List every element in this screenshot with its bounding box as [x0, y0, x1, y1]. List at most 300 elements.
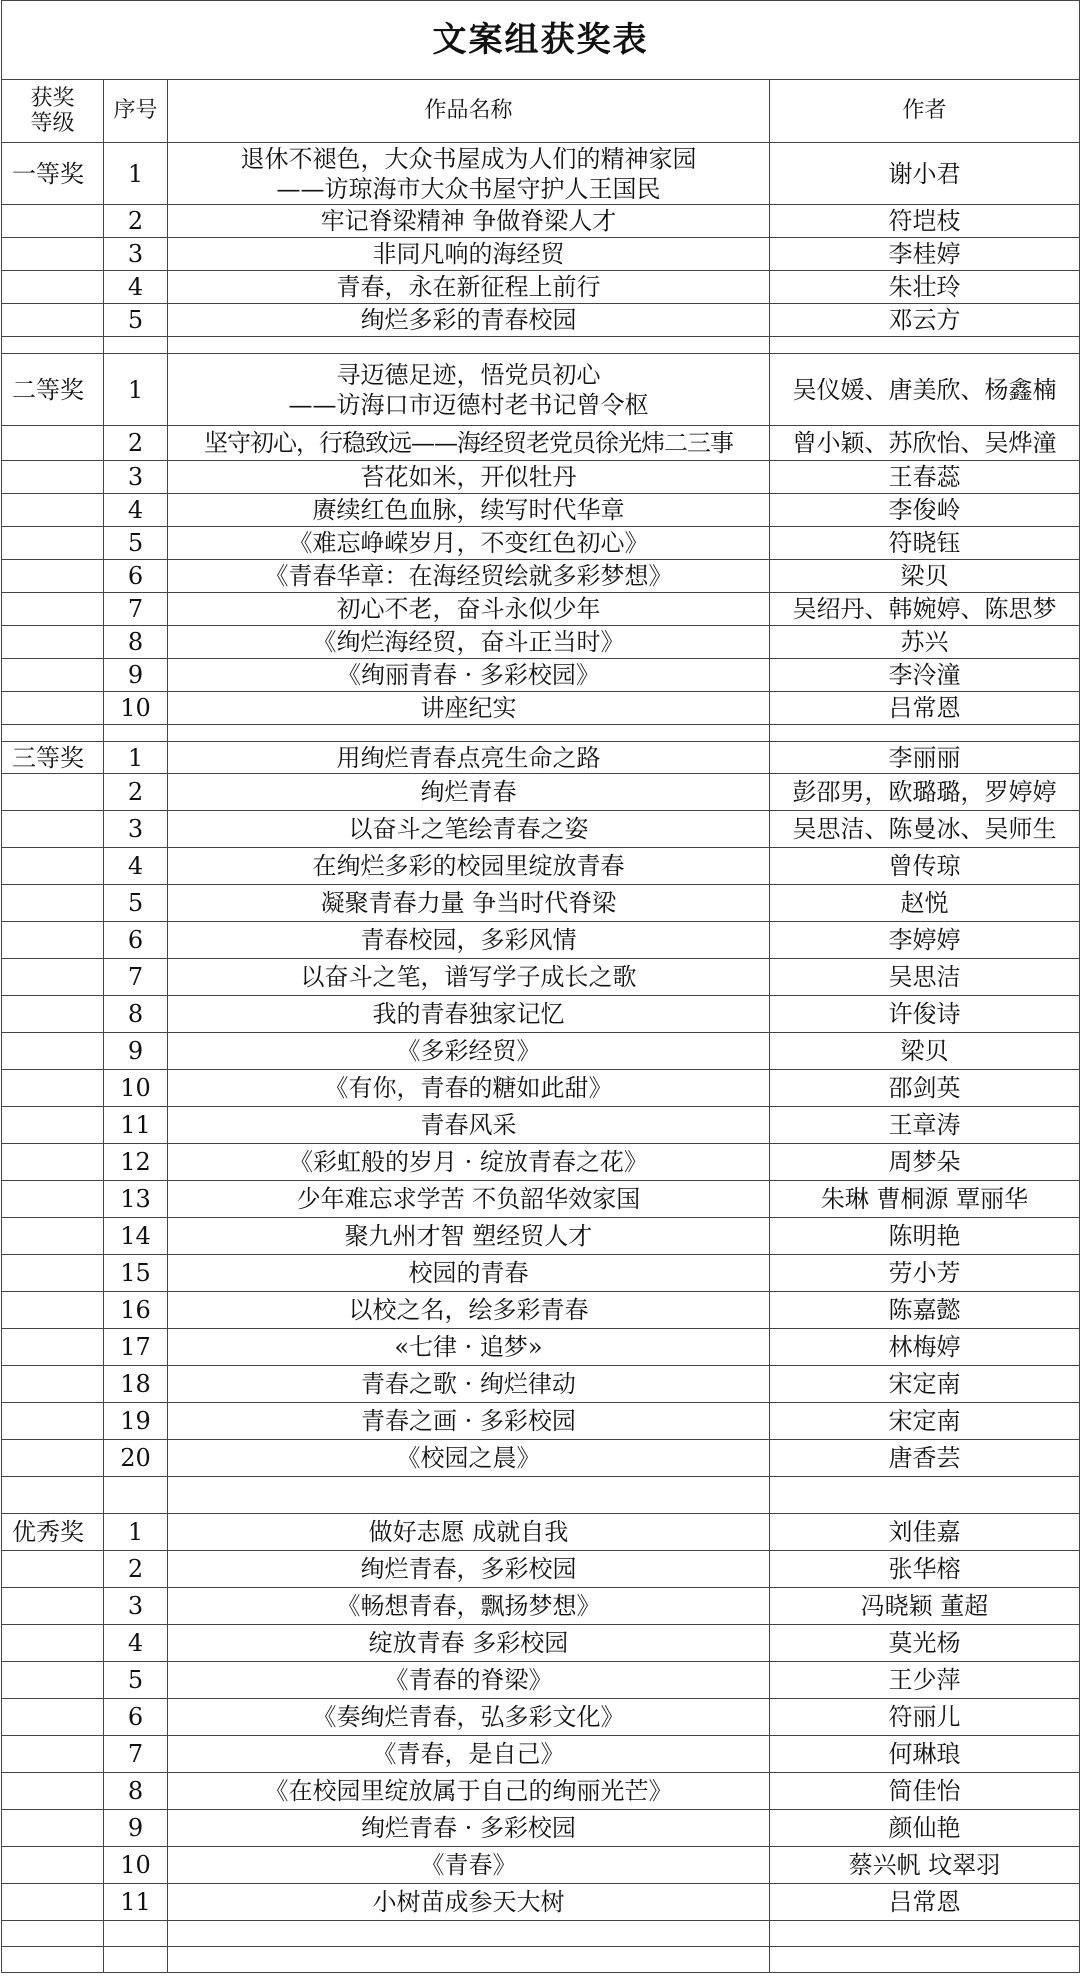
work-title-line: 《校园之晨》: [396, 1444, 541, 1472]
empty-cell: [104, 725, 168, 742]
work-title-cell: [168, 494, 770, 527]
author-cell: 李桂婷: [770, 238, 1080, 271]
award-level-cell: [2, 774, 104, 811]
row-number-cell: 13: [104, 1181, 168, 1218]
table-row: [2, 1662, 1080, 1699]
author-cell: 曾传琼: [770, 848, 1080, 885]
table-row: [2, 774, 1080, 811]
empty-cell: [770, 1921, 1080, 1947]
row-number-cell: 17: [104, 1329, 168, 1366]
row-number-cell: 7: [104, 959, 168, 996]
table-row: [2, 811, 1080, 848]
table-row: [2, 742, 1080, 774]
empty-cell: [104, 337, 168, 354]
row-number-cell: 12: [104, 1144, 168, 1181]
work-title-cell: [168, 1255, 770, 1292]
award-level-cell: [2, 922, 104, 959]
work-title-line: 《青春》: [420, 1851, 517, 1879]
row-number-cell: 11: [104, 1107, 168, 1144]
work-title-line: 绽放青春 多彩校园: [368, 1629, 569, 1657]
row-number-cell: 3: [104, 1588, 168, 1625]
author-cell: 赵悦: [770, 885, 1080, 922]
author-cell: 吴思洁: [770, 959, 1080, 996]
work-title-line: 绚烂多彩的青春校园: [360, 306, 577, 334]
row-number-cell: 5: [104, 885, 168, 922]
work-title-line: 赓续红色血脉，续写时代华章: [312, 496, 625, 524]
header-no: 序号: [104, 80, 168, 143]
table-row: [2, 959, 1080, 996]
work-title-cell: [168, 811, 770, 848]
table-row: [2, 205, 1080, 238]
row-number-cell: 1: [104, 742, 168, 774]
work-title-line: 绚烂青春: [420, 778, 517, 806]
row-number-cell: 1: [104, 354, 168, 426]
row-number-cell: 10: [104, 692, 168, 725]
work-title-line: 非同凡响的海经贸: [372, 240, 565, 268]
row-number-cell: 4: [104, 494, 168, 527]
award-level-cell: [2, 811, 104, 848]
empty-cell: [770, 337, 1080, 354]
award-level-cell: [2, 304, 104, 337]
award-level-cell: [2, 1181, 104, 1218]
author-cell: 吕常恩: [770, 1884, 1080, 1921]
table-row: [2, 1218, 1080, 1255]
award-level-cell: 三等奖: [2, 742, 104, 774]
work-title-cell: [168, 848, 770, 885]
empty-cell: [2, 1947, 104, 1973]
row-number-cell: 8: [104, 996, 168, 1033]
work-title-cell: [168, 1588, 770, 1625]
author-cell: 梁贝: [770, 1033, 1080, 1070]
empty-cell: [770, 1947, 1080, 1973]
table-row: [2, 626, 1080, 659]
author-cell: 李丽丽: [770, 742, 1080, 774]
award-level-cell: [2, 885, 104, 922]
award-level-cell: [2, 1070, 104, 1107]
work-title-cell: [168, 1144, 770, 1181]
author-cell: 邵剑英: [770, 1070, 1080, 1107]
work-title-cell: [168, 1625, 770, 1662]
work-title-line: 《在校园里绽放属于自己的绚丽光芒》: [264, 1777, 673, 1805]
table-row: [2, 848, 1080, 885]
award-level-cell: [2, 1773, 104, 1810]
work-title-cell: [168, 1810, 770, 1847]
award-level-cell: [2, 848, 104, 885]
work-title-cell: [168, 774, 770, 811]
row-number-cell: 5: [104, 527, 168, 560]
award-level-cell: [2, 1403, 104, 1440]
row-number-cell: 8: [104, 1773, 168, 1810]
award-level-cell: [2, 593, 104, 626]
table-row: [2, 143, 1080, 205]
work-title-cell: [168, 271, 770, 304]
table-row: [2, 1403, 1080, 1440]
row-number-cell: 7: [104, 1736, 168, 1773]
author-cell: 邓云方: [770, 304, 1080, 337]
table-row: [2, 1255, 1080, 1292]
author-cell: 曾小颖、苏欣怡、吴烨潼: [770, 426, 1080, 461]
author-cell: 林梅婷: [770, 1329, 1080, 1366]
row-number-cell: 16: [104, 1292, 168, 1329]
table-row: [2, 996, 1080, 1033]
table-row: [2, 922, 1080, 959]
award-level-cell: [2, 1218, 104, 1255]
award-level-cell: 一等奖: [2, 143, 104, 205]
award-table-body: [2, 1, 1080, 1973]
award-level-cell: [2, 1366, 104, 1403]
work-title-line: 绚烂青春 · 多彩校园: [361, 1814, 576, 1842]
work-title-line: 以奋斗之笔绘青春之姿: [348, 815, 589, 843]
table-row: [2, 1773, 1080, 1810]
row-number-cell: 9: [104, 659, 168, 692]
empty-cell: [104, 1947, 168, 1973]
table-row: [2, 659, 1080, 692]
table-row: [2, 1588, 1080, 1625]
work-title-line: 《难忘峥嵘岁月，不变红色初心》: [288, 529, 649, 557]
empty-cell: [2, 337, 104, 354]
row-number-cell: 7: [104, 593, 168, 626]
award-level-cell: [2, 1810, 104, 1847]
empty-cell: [770, 1477, 1080, 1514]
empty-cell: [168, 1921, 770, 1947]
row-number-cell: 15: [104, 1255, 168, 1292]
row-number-cell: 8: [104, 626, 168, 659]
row-number-cell: 1: [104, 1514, 168, 1551]
award-level-cell: [2, 1255, 104, 1292]
empty-cell: [2, 725, 104, 742]
work-title-cell: [168, 1773, 770, 1810]
work-title-line: 我的青春独家记忆: [372, 1000, 565, 1028]
table-row: [2, 1884, 1080, 1921]
row-number-cell: 18: [104, 1366, 168, 1403]
work-title-line: 以校之名，绘多彩青春: [348, 1296, 589, 1324]
table-row: [2, 692, 1080, 725]
work-title-cell: [168, 1403, 770, 1440]
author-cell: 吴思洁、陈曼冰、吴师生: [770, 811, 1080, 848]
work-title-line: 青春之歌 · 绚烂律动: [361, 1370, 576, 1398]
row-number-cell: 4: [104, 1625, 168, 1662]
work-title-cell: [168, 922, 770, 959]
row-number-cell: 9: [104, 1810, 168, 1847]
work-title-line: 退休不褪色，大众书屋成为人们的精神家园: [240, 144, 697, 173]
award-level-cell: [2, 659, 104, 692]
work-title-cell: [168, 238, 770, 271]
award-level-cell: 优秀奖: [2, 1514, 104, 1551]
award-level-cell: [2, 461, 104, 494]
author-cell: 朱琳 曹桐源 覃丽华: [770, 1181, 1080, 1218]
spacer-row: [2, 337, 1080, 354]
row-number-cell: 19: [104, 1403, 168, 1440]
author-cell: 吴绍丹、韩婉婷、陈思梦: [770, 593, 1080, 626]
table-row: [2, 593, 1080, 626]
header-level-line1: 获奖: [30, 85, 75, 111]
work-title-line: 《青春的脊梁》: [384, 1666, 553, 1694]
work-title-line: 凝聚青春力量 争当时代脊梁: [320, 889, 617, 917]
work-title-line: 青春校园，多彩风情: [360, 926, 577, 954]
spacer-row: [2, 1947, 1080, 1973]
table-row: [2, 1625, 1080, 1662]
work-title-cell: [168, 1181, 770, 1218]
work-title-cell: [168, 1107, 770, 1144]
work-title-cell: [168, 461, 770, 494]
table-row: [2, 1847, 1080, 1884]
row-number-cell: 2: [104, 426, 168, 461]
work-title-cell: [168, 1033, 770, 1070]
author-cell: 刘佳嘉: [770, 1514, 1080, 1551]
award-level-cell: [2, 626, 104, 659]
row-number-cell: 10: [104, 1070, 168, 1107]
author-cell: 符垲枝: [770, 205, 1080, 238]
table-row: [2, 1551, 1080, 1588]
table-row: [2, 885, 1080, 922]
award-level-cell: [2, 271, 104, 304]
award-level-cell: [2, 494, 104, 527]
award-level-cell: [2, 527, 104, 560]
work-title-line: 以奋斗之笔，谱写学子成长之歌: [300, 963, 637, 991]
work-title-line: 聚九州才智 塑经贸人才: [344, 1222, 593, 1250]
author-cell: 朱壮玲: [770, 271, 1080, 304]
work-title-cell: [168, 143, 770, 205]
author-cell: 宋定南: [770, 1403, 1080, 1440]
author-cell: 莫光杨: [770, 1625, 1080, 1662]
author-cell: 李泠潼: [770, 659, 1080, 692]
row-number-cell: 4: [104, 848, 168, 885]
table-row: [2, 560, 1080, 593]
table-row: [2, 1810, 1080, 1847]
table-row: [2, 1736, 1080, 1773]
row-number-cell: 2: [104, 774, 168, 811]
table-row: [2, 304, 1080, 337]
author-cell: 王春蕊: [770, 461, 1080, 494]
work-title-line: 青春之画 · 多彩校园: [361, 1407, 576, 1435]
author-cell: 苏兴: [770, 626, 1080, 659]
work-title-cell: [168, 1884, 770, 1921]
work-title-cell: [168, 1070, 770, 1107]
work-title-line: 苔花如米，开似牡丹: [360, 463, 577, 491]
work-title-line: 讲座纪实: [420, 694, 517, 722]
award-level-cell: [2, 1329, 104, 1366]
table-row: [2, 1181, 1080, 1218]
author-cell: 谢小君: [770, 143, 1080, 205]
empty-cell: [770, 725, 1080, 742]
row-number-cell: 3: [104, 238, 168, 271]
author-cell: 蔡兴帆 坟翠羽: [770, 1847, 1080, 1884]
spacer-row: [2, 1921, 1080, 1947]
work-title-cell: [168, 1514, 770, 1551]
author-cell: 符丽儿: [770, 1699, 1080, 1736]
table-row: [2, 461, 1080, 494]
work-title-cell: [168, 959, 770, 996]
author-cell: 符晓钰: [770, 527, 1080, 560]
row-number-cell: 20: [104, 1440, 168, 1477]
table-row: [2, 1144, 1080, 1181]
author-cell: 王少萍: [770, 1662, 1080, 1699]
author-cell: 陈明艳: [770, 1218, 1080, 1255]
work-title-cell: [168, 593, 770, 626]
work-title-line: 绚烂青春，多彩校园: [360, 1555, 577, 1583]
work-title-line: 少年难忘求学苦 不负韶华效家国: [296, 1185, 641, 1213]
author-cell: 陈嘉懿: [770, 1292, 1080, 1329]
table-row: [2, 1107, 1080, 1144]
author-cell: 周梦朵: [770, 1144, 1080, 1181]
empty-cell: [104, 1921, 168, 1947]
work-title-line: 《绚丽青春 · 多彩校园》: [337, 661, 600, 689]
work-title-cell: [168, 426, 770, 461]
work-title-line: 青春风采: [420, 1111, 517, 1139]
table-row: [2, 1440, 1080, 1477]
work-title-line: 《奏绚烂青春，弘多彩文化》: [312, 1703, 625, 1731]
author-cell: 张华榕: [770, 1551, 1080, 1588]
work-title-line: 校园的青春: [408, 1259, 529, 1287]
work-title-cell: [168, 742, 770, 774]
work-title-line: 小树苗成参天大树: [372, 1888, 565, 1916]
row-number-cell: 5: [104, 304, 168, 337]
work-title-line: 《青春华章：在海经贸绘就多彩梦想》: [264, 562, 673, 590]
award-level-cell: [2, 1884, 104, 1921]
work-title-cell: [168, 885, 770, 922]
author-cell: 王章涛: [770, 1107, 1080, 1144]
work-title-cell: [168, 354, 770, 426]
author-cell: 吕常恩: [770, 692, 1080, 725]
header-work: 作品名称: [168, 80, 770, 143]
work-title-cell: [168, 1662, 770, 1699]
award-level-cell: [2, 959, 104, 996]
table-row: [2, 1033, 1080, 1070]
award-level-cell: [2, 1033, 104, 1070]
author-cell: 冯晓颖 董超: [770, 1588, 1080, 1625]
row-number-cell: 10: [104, 1847, 168, 1884]
author-cell: 彭邵男，欧璐璐，罗婷婷: [770, 774, 1080, 811]
work-title-line: 《绚烂海经贸，奋斗正当时》: [312, 628, 625, 656]
empty-cell: [104, 1477, 168, 1514]
work-title-cell: [168, 304, 770, 337]
award-level-cell: [2, 1107, 104, 1144]
work-title-line: 初心不老，奋斗永似少年: [336, 595, 601, 623]
empty-cell: [2, 1921, 104, 1947]
award-level-cell: [2, 1551, 104, 1588]
table-row: [2, 1329, 1080, 1366]
award-level-cell: [2, 560, 104, 593]
header-level: [2, 80, 104, 143]
work-title-line: 用绚烂青春点亮生命之路: [336, 743, 601, 772]
row-number-cell: 3: [104, 811, 168, 848]
award-level-cell: [2, 238, 104, 271]
row-number-cell: 9: [104, 1033, 168, 1070]
row-number-cell: 6: [104, 560, 168, 593]
author-cell: 梁贝: [770, 560, 1080, 593]
work-title-cell: [168, 1292, 770, 1329]
table-row: [2, 1366, 1080, 1403]
header-level-line2: 等级: [30, 111, 75, 136]
work-title-line: 《青春，是自己》: [372, 1740, 565, 1768]
award-level-cell: 二等奖: [2, 354, 104, 426]
work-subtitle-line: ——访海口市迈德村老书记曾令枢: [288, 390, 649, 419]
empty-cell: [168, 1477, 770, 1514]
work-title-line: 坚守初心，行稳致远——海经贸老党员徐光炜二三事: [204, 429, 733, 457]
work-title-cell: [168, 692, 770, 725]
work-title-line: 牢记脊梁精神 争做脊梁人才: [320, 207, 617, 235]
work-title-line: 《彩虹般的岁月 · 绽放青春之花》: [289, 1148, 648, 1176]
work-title-line: 在绚烂多彩的校园里绽放青春: [312, 852, 625, 880]
row-number-cell: 2: [104, 205, 168, 238]
author-cell: 李婷婷: [770, 922, 1080, 959]
author-cell: 劳小芳: [770, 1255, 1080, 1292]
table-row: [2, 1070, 1080, 1107]
award-level-cell: [2, 1440, 104, 1477]
award-level-cell: [2, 1588, 104, 1625]
table-row: [2, 426, 1080, 461]
table-row: [2, 1699, 1080, 1736]
work-title-cell: [168, 1847, 770, 1884]
award-level-cell: [2, 1625, 104, 1662]
author-cell: 宋定南: [770, 1366, 1080, 1403]
author-cell: 简佳怡: [770, 1773, 1080, 1810]
work-title-cell: [168, 659, 770, 692]
award-level-cell: [2, 1144, 104, 1181]
work-title-cell: [168, 205, 770, 238]
title-row: [2, 1, 1080, 80]
row-number-cell: 11: [104, 1884, 168, 1921]
spacer-row: [2, 725, 1080, 742]
empty-cell: [168, 1947, 770, 1973]
work-title-cell: [168, 1366, 770, 1403]
work-title-line: 《畅想青春，飘扬梦想》: [336, 1592, 601, 1620]
author-cell: 颜仙艳: [770, 1810, 1080, 1847]
work-title-cell: [168, 527, 770, 560]
row-number-cell: 5: [104, 1662, 168, 1699]
table-row: [2, 271, 1080, 304]
table-row: [2, 1514, 1080, 1551]
work-title-cell: [168, 1329, 770, 1366]
table-row: [2, 354, 1080, 426]
work-title-cell: [168, 996, 770, 1033]
work-title-line: 寻迈德足迹，悟党员初心: [336, 360, 601, 389]
work-title-line: 《多彩经贸》: [396, 1037, 541, 1065]
award-level-cell: [2, 1662, 104, 1699]
award-table: [1, 0, 1080, 1973]
author-cell: 吴仪媛、唐美欣、杨鑫楠: [770, 354, 1080, 426]
author-cell: 李俊岭: [770, 494, 1080, 527]
row-number-cell: 2: [104, 1551, 168, 1588]
row-number-cell: 14: [104, 1218, 168, 1255]
row-number-cell: 6: [104, 1699, 168, 1736]
work-title-cell: [168, 1440, 770, 1477]
award-level-cell: [2, 692, 104, 725]
header-row: [2, 80, 1080, 143]
work-title-cell: [168, 1218, 770, 1255]
award-level-cell: [2, 1847, 104, 1884]
work-title-line: 《有你，青春的糖如此甜》: [324, 1074, 613, 1102]
row-number-cell: 6: [104, 922, 168, 959]
author-cell: 许俊诗: [770, 996, 1080, 1033]
work-title-cell: [168, 1551, 770, 1588]
award-level-cell: [2, 1699, 104, 1736]
table-row: [2, 494, 1080, 527]
work-subtitle-line: ——访琼海市大众书屋守护人王国民: [276, 174, 661, 203]
empty-cell: [168, 725, 770, 742]
author-cell: 何琳琅: [770, 1736, 1080, 1773]
row-number-cell: 4: [104, 271, 168, 304]
author-cell: 唐香芸: [770, 1440, 1080, 1477]
award-level-cell: [2, 205, 104, 238]
award-level-cell: [2, 996, 104, 1033]
work-title-line: «七律 · 追梦»: [394, 1333, 543, 1361]
work-title-line: 做好志愿 成就自我: [368, 1518, 569, 1546]
empty-cell: [168, 337, 770, 354]
header-author: 作者: [770, 80, 1080, 143]
table-row: [2, 527, 1080, 560]
award-level-cell: [2, 1292, 104, 1329]
